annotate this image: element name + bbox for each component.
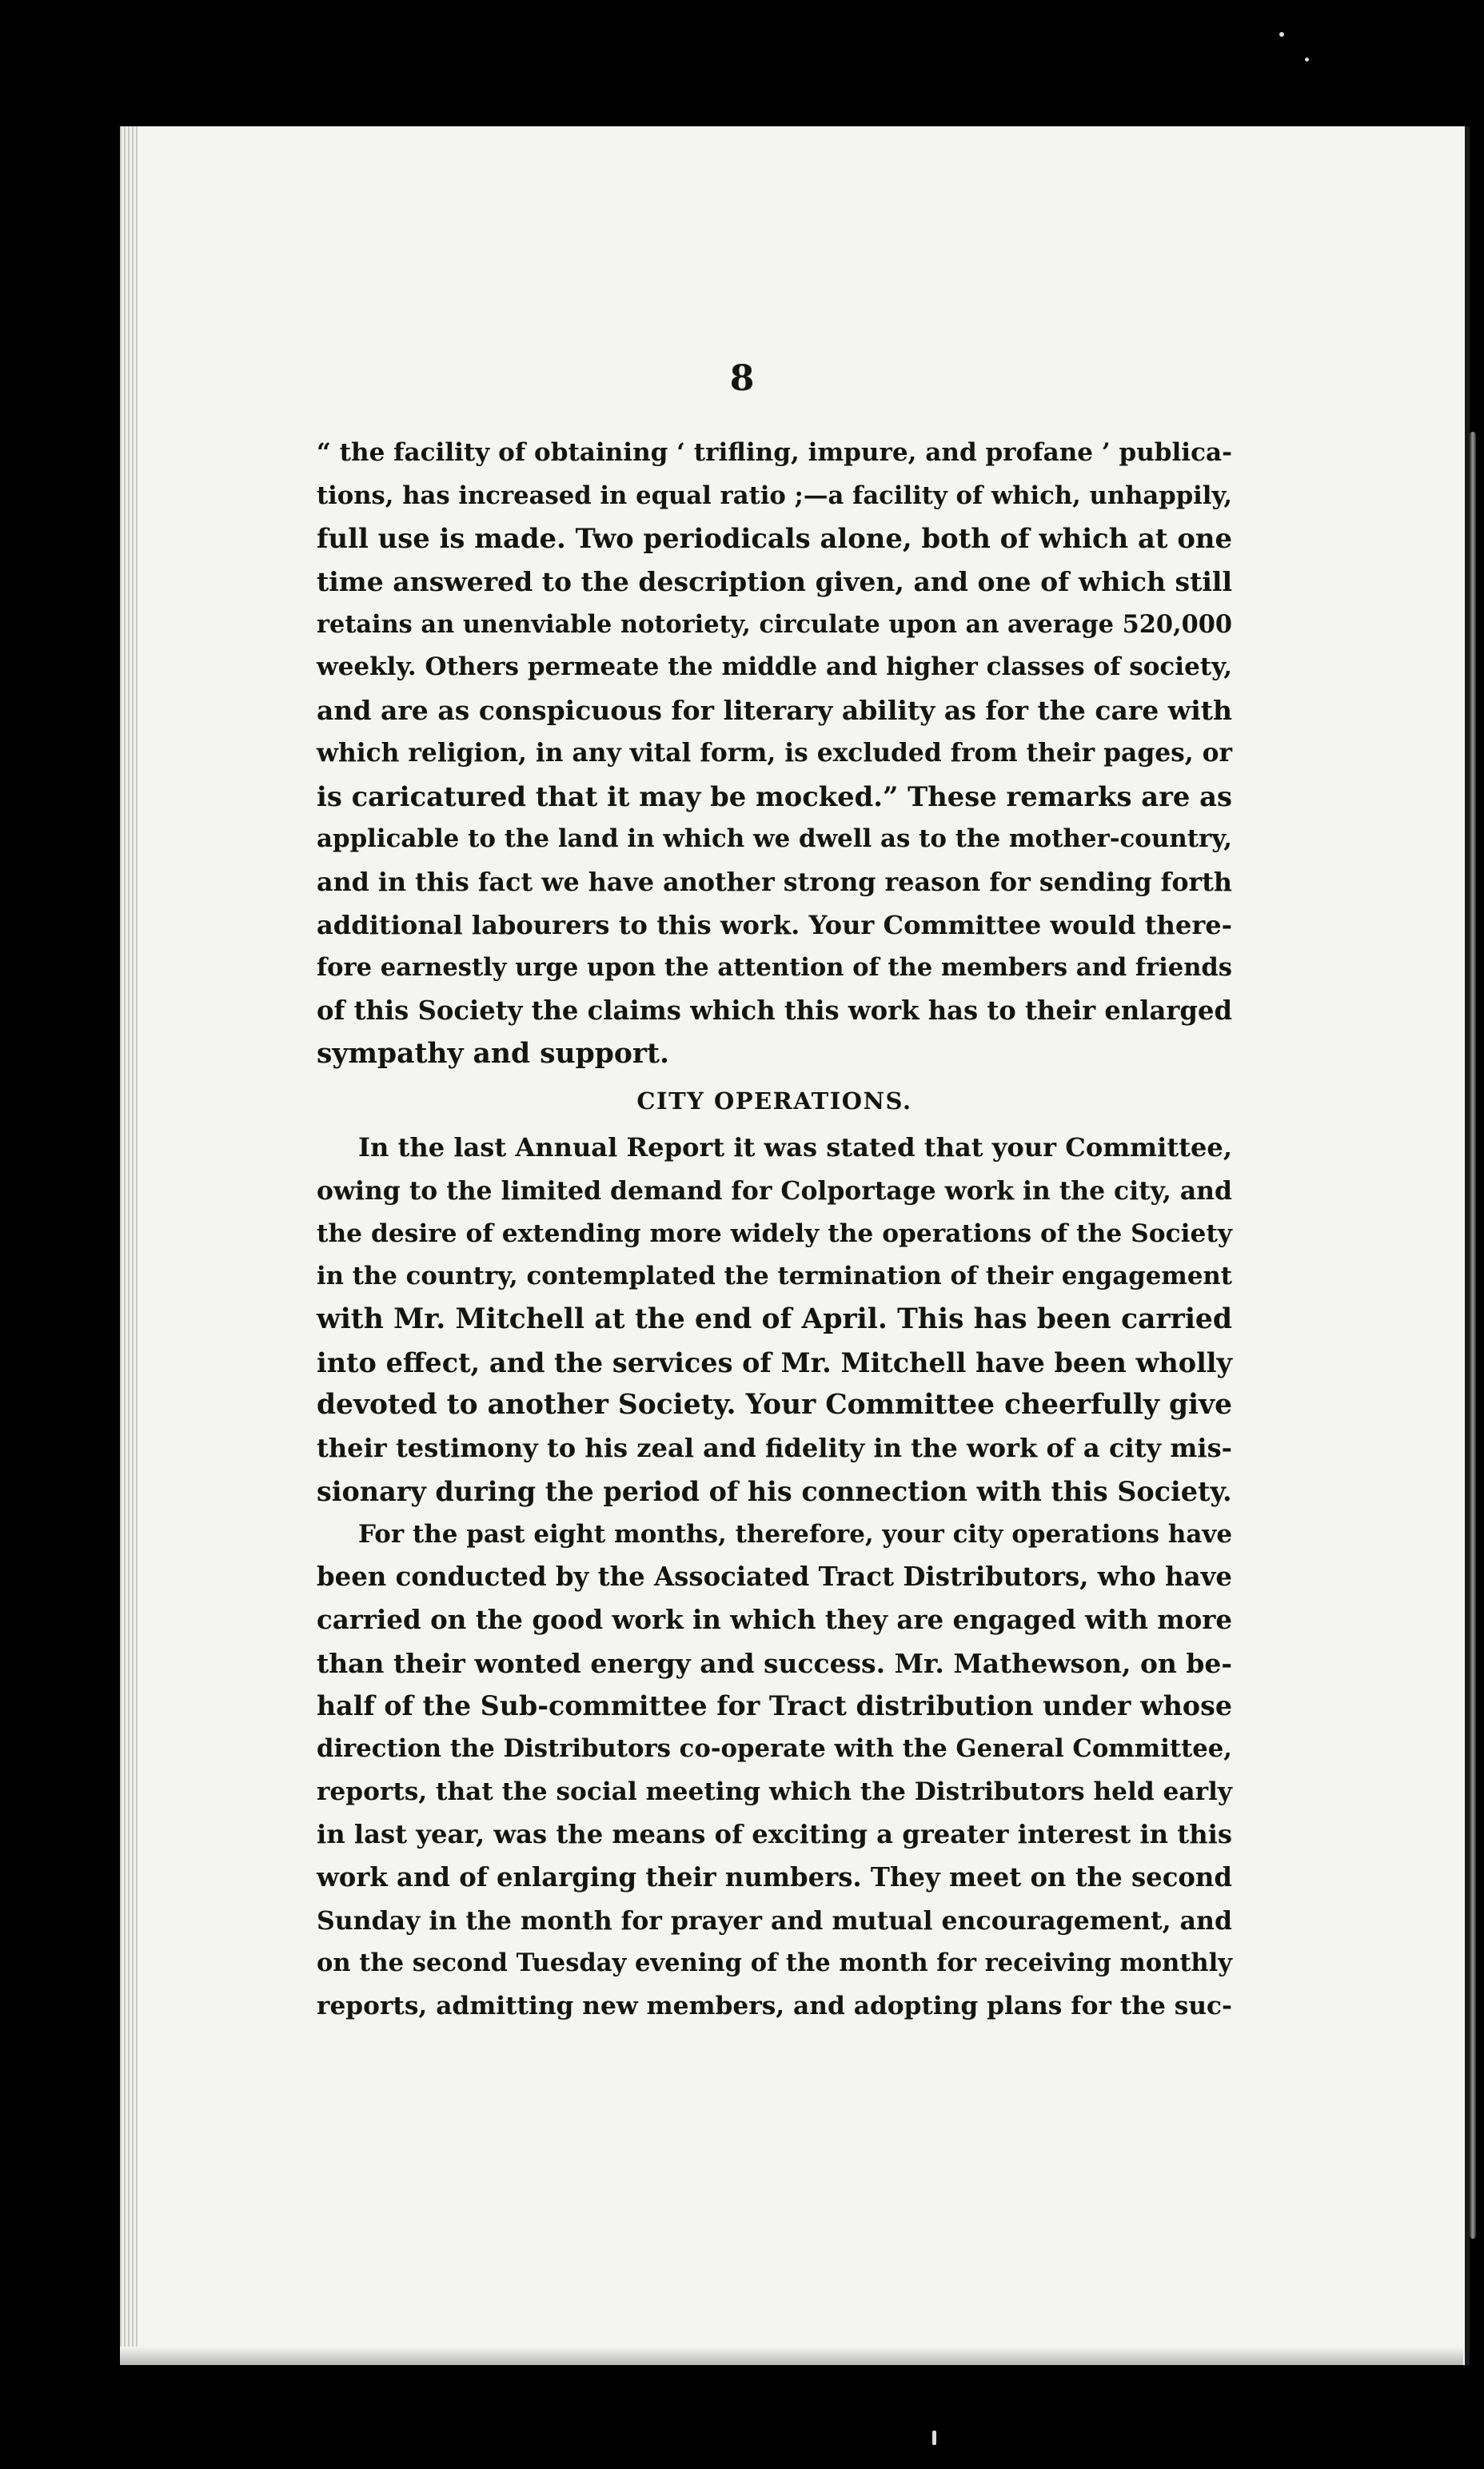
- text-line: direction the Distributors co-operate with the General Committee,: [317, 1733, 1232, 1763]
- text-line: applicable to the land in which we dwell as to the mother-country,: [317, 824, 1232, 854]
- text-line: For the past eight months, therefore, your city operations have: [358, 1519, 1232, 1549]
- paragraph-continuation: [317, 432, 1232, 1075]
- text-line: full use is made. Two periodicals alone, both of which at one: [317, 522, 1232, 555]
- text-line: of this Society the claims which this work has to their enlarged: [317, 995, 1232, 1026]
- text-line: sympathy and support.: [317, 1037, 669, 1070]
- text-line: and in this fact we have another strong reason for sending forth: [317, 867, 1232, 897]
- body-text: [317, 432, 1232, 2028]
- text-line: on the second Tuesday evening of the month for receiving monthly: [317, 1948, 1232, 1978]
- text-line: carried on the good work in which they are engaged with more: [317, 1604, 1232, 1635]
- text-line: weekly. Others permeate the middle and higher classes of society,: [317, 652, 1232, 682]
- text-line: Sunday in the month for prayer and mutual encouragement, and: [317, 1905, 1232, 1936]
- text-line: sionary during the period of his connection with this Society.: [317, 1475, 1232, 1507]
- text-line: been conducted by the Associated Tract Distributors, who have: [317, 1562, 1232, 1593]
- text-line: and are as conspicuous for literary ability as for the care with: [317, 695, 1232, 727]
- text-line: devoted to another Society. Your Committee cheerfully give: [317, 1389, 1232, 1422]
- text-line: than their wonted energy and success. Mr. Mathewson, on be-: [317, 1647, 1232, 1679]
- text-line: in last year, was the means of exciting a greater interest in this: [317, 1819, 1232, 1850]
- text-line: with Mr. Mitchell at the end of April. This has been carried: [317, 1303, 1232, 1336]
- binding-cord: [1470, 432, 1476, 2239]
- text-line: time answered to the description given, and one of which still: [317, 566, 1232, 598]
- section-heading: CITY OPERATIONS.: [636, 1087, 912, 1115]
- page-bottom-shadow: [120, 2347, 1463, 2365]
- page-number: 8: [729, 358, 755, 399]
- paragraph: [317, 1514, 1232, 2028]
- text-line: retains an unenviable notoriety, circulate upon an average 520,000: [317, 609, 1232, 639]
- page-stack-edge: [120, 126, 138, 2365]
- text-line: work and of enlarging their numbers. They meet on the second: [317, 1862, 1232, 1893]
- text-line: into effect, and the services of Mr. Mitchell have been wholly: [317, 1346, 1232, 1378]
- text-line: is caricatured that it may be mocked.” These remarks are as: [317, 780, 1232, 812]
- text-line: their testimony to his zeal and fidelity in the work of a city mis-: [317, 1433, 1232, 1464]
- text-line: in the country, contemplated the termination of their engagement: [317, 1262, 1232, 1291]
- text-line: reports, admitting new members, and adopting plans for the suc-: [317, 1992, 1232, 2021]
- text-line: tions, has increased in equal ratio ;—a facility of which, unhappily,: [317, 481, 1232, 510]
- paragraph: [317, 1127, 1232, 1513]
- text-line: reports, that the social meeting which the Distributors held early: [317, 1777, 1232, 1806]
- text-line: additional labourers to this work. Your Committee would there-: [317, 909, 1232, 940]
- text-line: In the last Annual Report it was stated that your Committee,: [358, 1132, 1232, 1163]
- text-line: the desire of extending more widely the operations of the Society: [317, 1219, 1232, 1248]
- text-line: which religion, in any vital form, is excluded from their pages, or: [317, 738, 1232, 768]
- text-line: owing to the limited demand for Colportage work in the city, and: [317, 1176, 1232, 1206]
- scan-speck: [932, 2431, 936, 2445]
- text-line: fore earnestly urge upon the attention of the members and friends: [317, 953, 1232, 983]
- scan-speck: [1279, 32, 1284, 37]
- text-line: half of the Sub-committee for Tract distribution under whose: [317, 1690, 1232, 1722]
- text-line: “ the facility of obtaining ‘ trifling, impure, and profane ’ publica-: [317, 438, 1232, 467]
- scan-speck: [1305, 58, 1309, 62]
